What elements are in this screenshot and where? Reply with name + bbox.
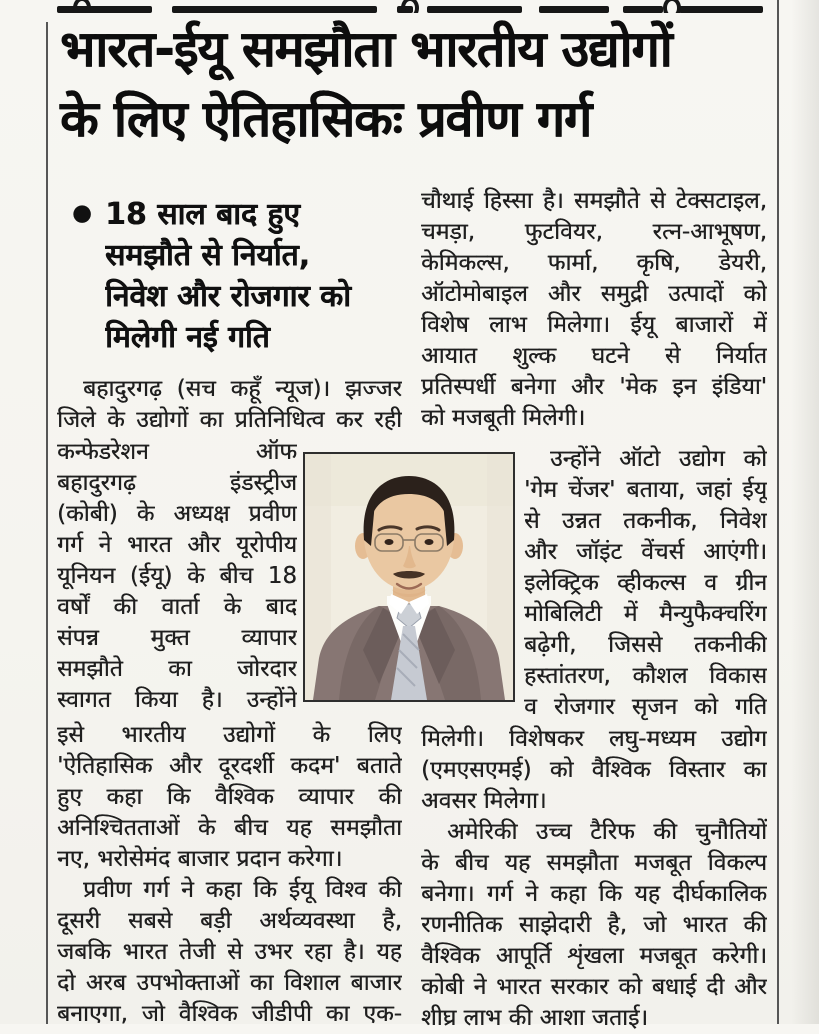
paper-edge-shading [791,0,819,1024]
article-line: समझौते का जोरदार [57,656,297,682]
article-line: बहादुरगढ़ इंडस्ट्रीज [57,470,297,496]
article-line: संपन्न मुक्त व्यापार [57,625,297,651]
article-line: यूनियन (ईयू) के बीच 18 [57,563,297,589]
article-line: को मजबूती मिलेगी। [421,405,586,431]
subhead-line: समझौते से निर्यात, [105,238,311,273]
right-column-beside-photo [524,444,767,723]
headline-line-2: के लिए ऐतिहासिकः प्रवीण गर्ग [60,90,592,148]
right-column-top [421,186,767,434]
right-column-bottom [421,724,767,1034]
left-column-top [57,374,402,436]
article-line: मोबिलिटी में मैन्युफैक्चरिंग [524,601,767,627]
article-line: अनिश्चितताओं के बीच यह समझौता [57,815,402,841]
article-line: जिले के उद्योगों का प्रतिनिधित्व कर रही [57,407,402,433]
left-column-beside-photo [57,437,297,716]
article-line: 'ऐतिहासिक और दूरदर्शी कदम' बताते [57,753,402,779]
article-line: शीघ्र लाभ की आशा जताई। [421,1005,649,1031]
article-line: हस्तांतरण, कौशल विकास [524,663,767,689]
headline-line-1: भारत-ईयू समझौता भारतीय उद्योगों [60,20,672,78]
article-line: बढ़ेगी, जिससे तकनीकी [524,632,767,658]
right-column-rule [777,0,779,1024]
article-line: वर्षों की वार्ता के बाद [57,594,297,620]
article-line: नए, भरोसेमंद बाजार प्रदान करेगा। [57,846,343,872]
article-line: केमिकल्स, फार्मा, कृषि, डेयरी, [421,250,767,276]
left-column-bottom [57,720,402,1030]
article-line: बनाएगा, जो वैश्विक जीडीपी का एक- [57,1001,402,1027]
portrait-photo [303,452,515,702]
article-line: मिलेगी। विशेषकर लघु-मध्यम उद्योग [421,726,767,752]
article-line: रणनीतिक साझेदारी है, जो भारत की [421,912,767,938]
article-line: बनेगा। गर्ग ने कहा कि यह दीर्घकालिक [421,881,767,907]
article-line: विशेष लाभ मिलेगा। ईयू बाजारों में [421,312,767,338]
article-line: कोबी ने भारत सरकार को बधाई दी और [421,974,767,1000]
article-line: गर्ग ने भारत और यूरोपीय [57,532,297,558]
bullet-icon: ● [72,200,93,226]
article-line: दूसरी सबसे बड़ी अर्थव्यवस्था है, [57,908,402,934]
article-line: व रोजगार सृजन को गति [524,694,767,720]
cropped-text-fragment [57,0,763,13]
left-column-rule [46,22,48,1024]
article-line: जबकि भारत तेजी से उभर रहा है। यह [57,939,402,965]
article-line: हुए कहा कि वैश्विक व्यापार की [57,784,402,810]
article-line: आयात शुल्क घटने से निर्यात [421,343,767,369]
article-line: से उन्नत तकनीक, निवेश [524,508,767,534]
article-line: ऑटोमोबाइल और समुद्री उत्पादों को [421,281,767,307]
subhead-line: 18 साल बाद हुए [105,197,300,232]
article-line: के बीच यह समझौता मजबूत विकल्प [421,850,767,876]
article-line: 'गेम चेंजर' बताया, जहां ईयू [524,477,767,503]
portrait-illustration [305,454,513,700]
article-line: बहादुरगढ़ (सच कहूँ न्यूज)। झज्जर [83,376,402,402]
article-line: (एमएसएमई) को वैश्विक विस्तार का [421,757,767,783]
article-line: अमेरिकी उच्च टैरिफ की चुनौतियों [447,819,767,845]
article-line: उन्होंने ऑटो उद्योग को [550,446,767,472]
article-line: प्रवीण गर्ग ने कहा कि ईयू विश्व की [83,877,402,903]
article-line: दो अरब उपभोक्ताओं का विशाल बाजार [57,970,402,996]
article-line: अवसर मिलेगा। [421,788,547,814]
article-line: इसे भारतीय उद्योगों के लिए [57,722,402,748]
article-headline [60,14,772,154]
subhead-line: मिलेगी नई गति [105,320,270,355]
article-subhead [72,194,402,358]
article-line: प्रतिस्पर्धी बनेगा और 'मेक इन इंडिया' [421,374,767,400]
article-line: (कोबी) के अध्यक्ष प्रवीण [57,501,297,527]
article-line: चमड़ा, फुटवियर, रत्न-आभूषण, [421,219,767,245]
article-line: वैश्विक आपूर्ति शृंखला मजबूत करेगी। [421,943,767,969]
article-line: और जॉइंट वेंचर्स आएंगी। [524,539,767,565]
subhead-line: निवेश और रोजगार को [105,279,351,314]
article-line: स्वागत किया है। उन्होंने [57,687,297,713]
article-line: कन्फेडरेशन ऑफ [57,439,297,465]
article-line: चौथाई हिस्सा है। समझौते से टेक्सटाइल, [421,188,767,214]
article-line: इलेक्ट्रिक व्हीकल्स व ग्रीन [524,570,767,596]
